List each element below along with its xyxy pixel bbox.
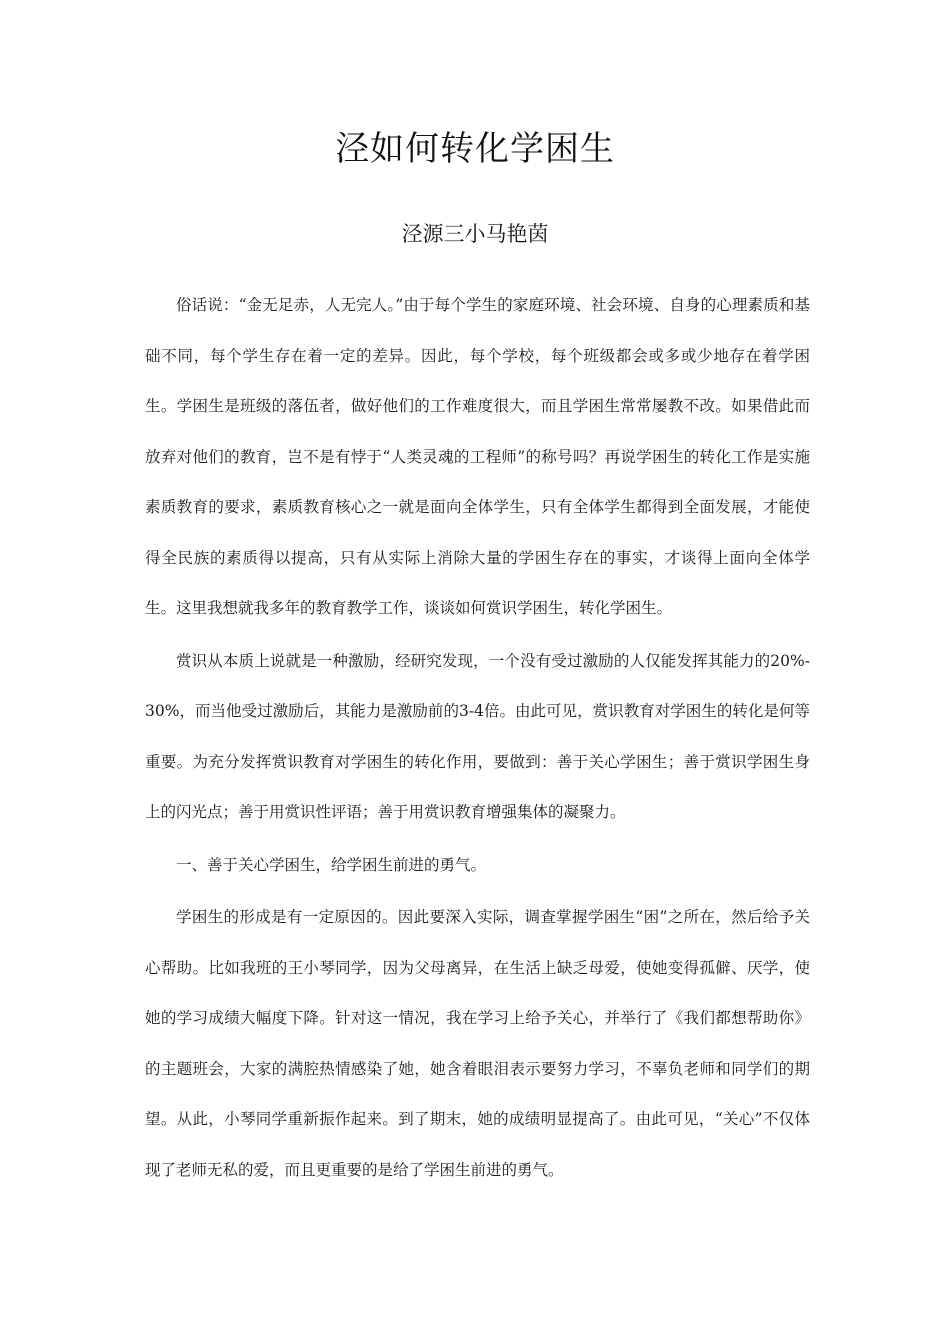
document-title: 泾如何转化学困生 [335, 129, 615, 169]
paragraph-appreciation: 赏识从本质上说就是一种激励，经研究发现，一个没有受过激励的人仅能发挥其能力的20%-30%，而当他受过激励后，其能力是激励前的3-4倍。由此可见，赏识教育对学困生的转化是何等重要。为充分发挥赏识教育对学困生的转化作用，要做到：善于关心学困生；善于赏识学困生身上的闪光点；善于用赏识性评语；善于用赏识教育增强集体的凝聚力。 [145, 651, 810, 821]
document-body [145, 280, 810, 1197]
paragraph-intro: 俗话说：“金无足赤，人无完人。”由于每个学生的家庭环境、社会环境、自身的心理素质和基础不同，每个学生存在着一定的差异。因此，每个学校，每个班级都会或多或少地存在着学困生。学困生是班级的落伍者，做好他们的工作难度很大，而且学困生常常屡教不改。如果借此而放弃对他们的教育，岂不是有悖于“人类灵魂的工程师”的称号吗？再说学困生的转化工作是实施素质教育的要求，素质教育核心之一就是面向全体学生，只有全体学生都得到全面发展，才能使得全民族的素质得以提高，只有从实际上消除大量的学困生存在的事实，才谈得上面向全体学生。这里我想就我多年的教育教学工作，谈谈如何赏识学困生，转化学困生。 [145, 296, 810, 617]
paragraph-care: 学困生的形成是有一定原因的。因此要深入实际，调查掌握学困生“困”之所在，然后给予关心帮助。比如我班的王小琴同学，因为父母离异，在生活上缺乏母爱，使她变得孤僻、厌学，使她的学习成绩大幅度下降。针对这一情况，我在学习上给予关心，并举行了《我们都想帮助你》的主题班会，大家的满腔热情感染了她，她含着眼泪表示要努力学习，不辜负老师和同学们的期望。从此，小琴同学重新振作起来。到了期末，她的成绩明显提高了。由此可见，“关心”不仅体现了老师无私的爱，而且更重要的是给了学困生前进的勇气。 [145, 908, 810, 1179]
section-heading-1: 一、善于关心学困生，给学困生前进的勇气。 [176, 855, 487, 874]
author-line: 泾源三小马艳茵 [401, 222, 549, 246]
